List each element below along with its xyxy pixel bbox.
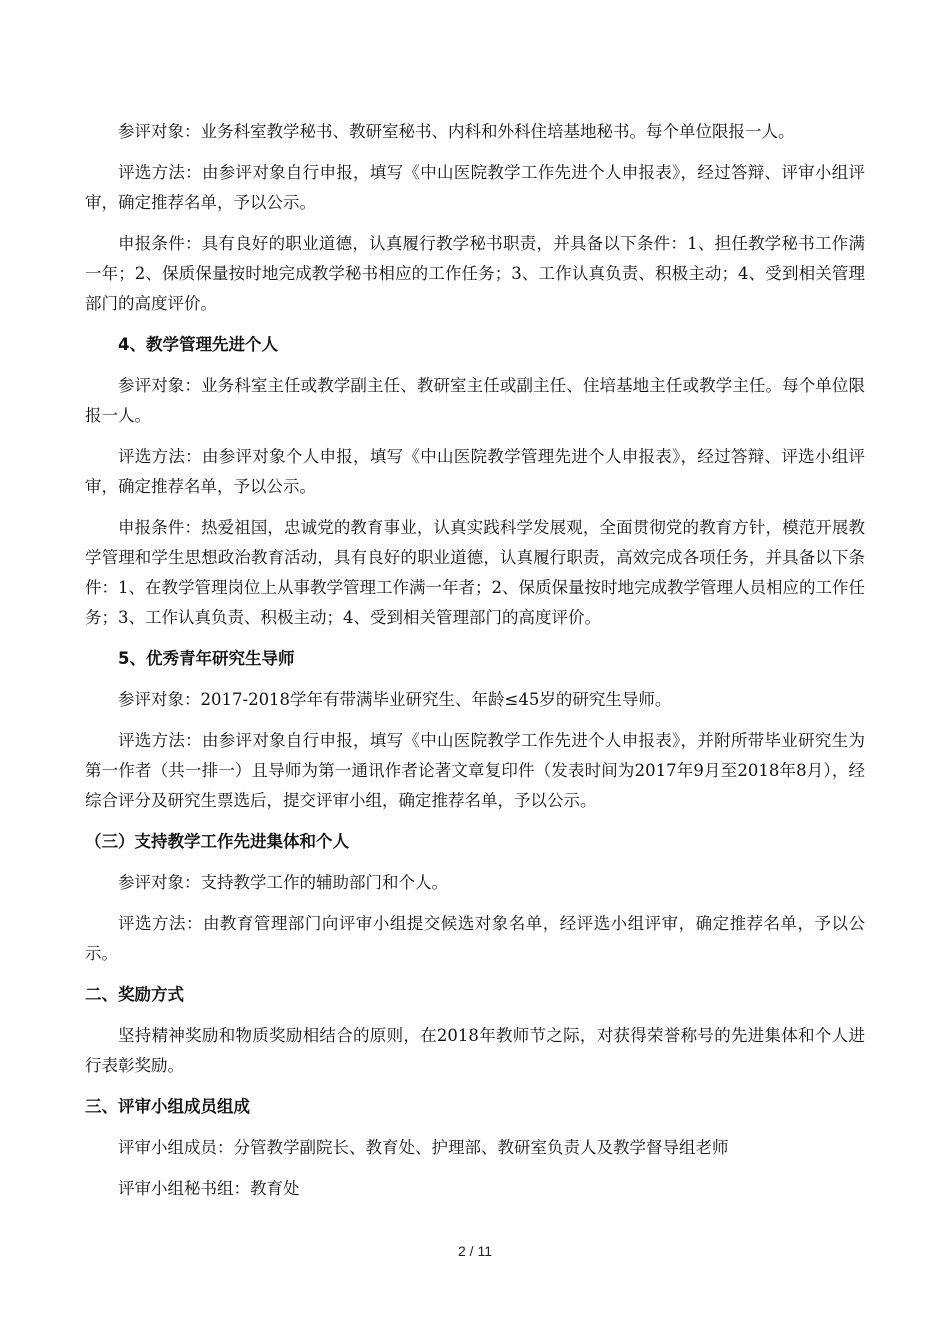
heading-young-supervisor: 5、优秀青年研究生导师 [118,649,295,668]
paragraph-method-management: 评选方法：由参评对象个人申报，填写《中山医院教学管理先进个人申报表》，经过答辩、评选小组评审，确定推荐名单，予以公示。 [85,447,865,496]
paragraph-conditions-management: 申报条件：热爱祖国，忠诚党的教育事业，认真实践科学发展观，全面贯彻党的教育方针，模范开展教学管理和学生思想政治教育活动，具有良好的职业道德，认真履行职责，高效完成各项任务，并具备以下条件：1、在教学管理岗位上从事教学管理工作满一年者；2、保质保量按时地完成教学管理人员相应的工作任务；3、工作认真负责、积极主动；4、受到相关管理部门的高度评价。 [85,518,865,627]
paragraph-conditions-secretary: 申报条件：具有良好的职业道德，认真履行教学秘书职责，并具备以下条件：1、担任教学秘书工作满一年；2、保质保量按时地完成教学秘书相应的工作任务；3、工作认真负责、积极主动；4、受到相关管理部门的高度评价。 [85,234,865,313]
heading-reward-method: 二、奖励方式 [85,985,184,1004]
paragraph-reward-principle: 坚持精神奖励和物质奖励相结合的原则，在2018年教师节之际，对获得荣誉称号的先进集体和个人进行表彰奖励。 [85,1026,865,1075]
heading-teaching-management-individual: 4、教学管理先进个人 [118,335,278,354]
paragraph-committee-members: 评审小组成员：分管教学副院长、教育处、护理部、教研室负责人及教学督导组老师 [118,1138,729,1157]
paragraph-participants-supervisor: 参评对象：2017-2018学年有带满毕业研究生、年龄≤45岁的研究生导师。 [118,690,672,709]
paragraph-method-support: 评选方法：由教育管理部门向评审小组提交候选对象名单，经评选小组评审，确定推荐名单，予以公示。 [85,914,865,963]
paragraph-participants-support: 参评对象：支持教学工作的辅助部门和个人。 [118,873,448,892]
paragraph-committee-secretariat: 评审小组秘书组：教育处 [118,1179,300,1198]
paragraph-method-supervisor: 评选方法：由参评对象自行申报，填写《中山医院教学工作先进个人申报表》，并附所带毕业研究生为第一作者（共一排一）且导师为第一通讯作者论著文章复印件（发表时间为2017年9月至2018年8月），经综合评分及研究生票选后，提交评审小组，确定推荐名单，予以公示。 [85,731,865,810]
heading-review-committee: 三、评审小组成员组成 [85,1097,250,1116]
document-body [85,117,865,1215]
paragraph-participants-management: 参评对象：业务科室主任或教学副主任、教研室主任或副主任、住培基地主任或教学主任。每个单位限报一人。 [85,376,865,425]
paragraph-method-secretary: 评选方法：由参评对象自行申报，填写《中山医院教学工作先进个人申报表》，经过答辩、评审小组评审，确定推荐名单，予以公示。 [85,163,865,212]
heading-support-collective: （三）支持教学工作先进集体和个人 [85,832,349,851]
paragraph-participants-secretary: 参评对象：业务科室教学秘书、教研室秘书、内科和外科住培基地秘书。每个单位限报一人。 [118,122,795,141]
page-number: 2 / 11 [458,1243,492,1259]
